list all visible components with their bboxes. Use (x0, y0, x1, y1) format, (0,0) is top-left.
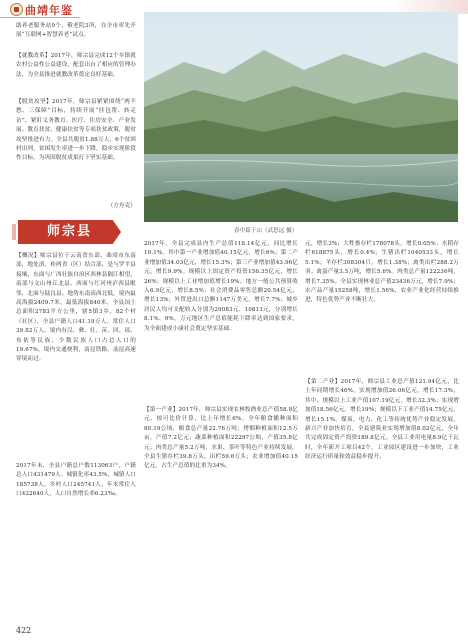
photo-caption: 春中篇于山（武思远 摄） (234, 228, 298, 234)
landscape-photo (144, 12, 458, 222)
paragraph-secondary-industry: 【第二产业】2017年，师宗县工业总产值121.94亿元，比上年同期增长46%，实现增加值26.06亿元，增长17.3%，其中，规模以上工业产值107.19亿元，增长32.3%；实现增加值18.56亿元，增长19%；规模以下工业产值14.75亿元，增长15.1%。煤炭、电力、化工等传统优势产业稳定发展，新兴产业加快培育，全县建筑业实现增加值8.02亿元，全年共完成固定资产投资189.8亿元。全县工业用电量8.9亿千瓦时，全年新开工项目42个，工业园区建设进一步加快，工业经济运行质量和效益稳步提升。 (305, 379, 459, 461)
banner-decoration (12, 224, 16, 240)
header-title: 曲靖年鉴 (25, 4, 73, 17)
paragraph-overview: 【概况】师宗县位于云南省东部，曲靖市东南部，地处滇、桂两省（区）结合部，是与罗平县接壤，东面与广西壮族自治区西林县隔江相望，南部与文山州丘北县、西面与红河州泸西县毗邻，北面与陆良县、地势东南高西北低，境内最高海拔2409.7米，最低海拔840米。全县国土总面积2783平方公里，辖5镇3乡，82个村（社区），全县户籍人口41.19万人，常住人口39.82万人。境内有汉、彝、壮、苗、回、瑶、布依等民族，少数民族人口占总人口的19.67%。境内交通便利，南昆铁路、汕昆高速穿境而过。 (16, 253, 136, 363)
paragraph-primary-industry: 【第一产业】2017年，师宗县实现农林牧渔业总产值58.8亿元，按可比价计算，比上年增长6%。全年粮食播种面积80.19公顷，粮食总产量22.76万吨；烤烟种植面积12.5万亩，产值7.2亿元；蔬菜种植面积22297公顷，产值35.8亿元；肉类总产量5.2万吨，水果、茶叶等特色产业持续发展。全县生猪存栏39.8万头，出栏59.6万头；农业增加值40.15亿元，占生产总值的比重为34%。 (144, 407, 298, 470)
yearbook-logo-icon (10, 3, 23, 16)
paragraph-poverty: 【脱贫攻坚】2017年，师宗县紧紧围绕“两不愁、三保障”目标，持续开展“挂包帮、转走访”，紧盯义务教育、医疗、住房安全、产业发展、教育扶贫、健康扶贫等专项扶贫政策，脱贫攻坚推进有力。全县共脱贫1.88万人，6个贫困村出列，贫困发生率进一步下降，稳步实现阶段性目标，为巩固脱贫成果打下坚实基础。 (16, 99, 136, 162)
paragraph-intro: 助养老服务站9个，敬老院3所，在全市率先开展“互联网+智慧养老”试点。 (16, 23, 136, 39)
paragraph-population: 2017年末，全县户籍总户数113063户，户籍总人口431479人。城镇化率43.5%，城镇人口185738人，乡村人口245741人。年末常住人口422640人，人口自然增长率6.23‰。 (16, 463, 136, 498)
section-banner (18, 220, 121, 244)
paragraph-economy: 2017年，全县完成县内生产总值118.14亿元，同比增长10.1%。其中第一产业增加值40.15亿元，增长6%；第二产业增加值34.03亿元，增长15.3%；第三产业增加值43.96亿元，增长9.9%。规模以上固定资产投资156.35亿元，增长26%；规模以上工业增加值增长19%。地方一般公共预算收入6.9亿元，增长8.5%；社会消费品零售总额20.54亿元，增长13%；外贸进出口总额1147万美元，增长7.7%；城乡居民人均可支配收入分别为29083元、10813元，分别增长8.1%、9%，万元地区生产总值能耗下降率达到国家要求，为全面建成小康社会奠定坚实基础。 (144, 241, 298, 332)
paragraph-livestock: 元，增长3%；大牲畜存栏178078头，增长0.05%；水稻存栏618875头，增长0.4%；生猪出栏1040533头，增长5.1%；羊存栏308304只，增长1.38%；禽类出栏288.2万羽；禽蛋产量3.5万吨，增长5.6%。肉类总产量122236吨，增长7.35%。全县实现林业总产值23436万元，增长7.9%；水产品产量15258吨，增长1.56%，农业产业化经营持续推进，特色优势产业不断壮大。 (305, 241, 459, 304)
paragraph-education: 【就教改革】2017年，师宗县完成12个乡镇就农村公益性公益建设，配套出台了相应的管理办法，为全县推进就教改革奠定良好基础。 (16, 53, 136, 78)
page-number: 422 (16, 626, 32, 635)
landscape-photo-drawing (144, 12, 458, 222)
section-title: 师宗县 (46, 224, 92, 239)
header-underline (0, 17, 80, 18)
author-credit: （方舟克） (107, 203, 136, 209)
